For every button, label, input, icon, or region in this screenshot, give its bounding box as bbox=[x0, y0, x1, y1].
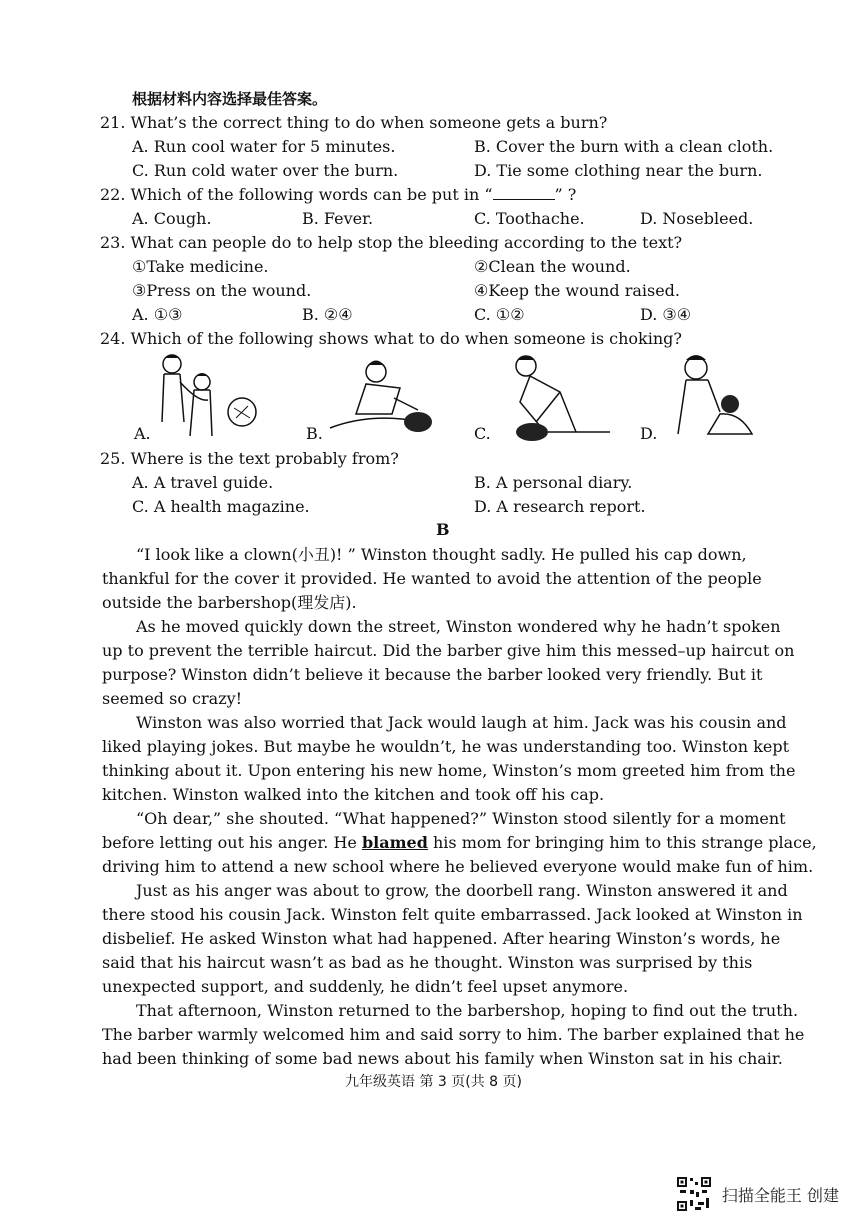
option-23c: C. ①② bbox=[474, 305, 525, 324]
passage-line-with-blamed bbox=[102, 832, 817, 854]
option-24d: D. bbox=[640, 424, 658, 443]
passage-line: unexpected support, and suddenly, he didn’t feel upset anymore. bbox=[102, 977, 629, 996]
question-number: 22. bbox=[100, 185, 126, 204]
option-21a: A. Run cool water for 5 minutes. bbox=[132, 137, 396, 156]
option-24c: C. bbox=[474, 424, 491, 443]
passage-line: The barber warmly welcomed him and said sorry to him. The barber explained that he bbox=[102, 1025, 805, 1044]
option-21b: B. Cover the burn with a clean cloth. bbox=[474, 137, 774, 156]
passage-line: outside the barbershop(理发店). bbox=[102, 593, 357, 612]
underlined-word-blamed: blamed bbox=[361, 833, 428, 852]
question-25 bbox=[100, 448, 399, 470]
passage-line: liked playing jokes. But maybe he wouldn’t, he was understanding too. Winston kept bbox=[102, 737, 790, 756]
option-21c: C. Run cold water over the burn. bbox=[132, 161, 399, 180]
illustration-choking-a bbox=[150, 352, 270, 444]
illustration-choking-c bbox=[500, 352, 620, 444]
option-21d: D. Tie some clothing near the burn. bbox=[474, 161, 763, 180]
question-number: 23. bbox=[100, 233, 126, 252]
passage-line: had been thinking of some bad news about his family when Winston sat in his chair. bbox=[102, 1049, 783, 1068]
option-24b: B. bbox=[306, 424, 323, 443]
passage-line: seemed so crazy! bbox=[102, 689, 243, 708]
option-23b: B. ②④ bbox=[302, 305, 353, 324]
passage-line: “Oh dear,” she shouted. “What happened?” Winston stood silently for a moment bbox=[136, 809, 786, 828]
heimlich-illustration-icon bbox=[150, 352, 270, 444]
question-number: 21. bbox=[100, 113, 126, 132]
option-22c: C. Toothache. bbox=[474, 209, 585, 228]
instruction-heading: 根据材料内容选择最佳答案。 bbox=[132, 90, 328, 108]
passage-line: kitchen. Winston walked into the kitchen and took off his cap. bbox=[102, 785, 605, 804]
option-22b: B. Fever. bbox=[302, 209, 374, 228]
question-number: 25. bbox=[100, 449, 126, 468]
passage-line: said that his haircut wasn’t as bad as he thought. Winston was surprised by this bbox=[102, 953, 753, 972]
question-text-end: ” ? bbox=[554, 185, 577, 204]
passage-line: driving him to attend a new school where he believed everyone would make fun of him. bbox=[102, 857, 814, 876]
passage-line: That afternoon, Winston returned to the barbershop, hoping to find out the truth. bbox=[136, 1001, 799, 1020]
passage-line: there stood his cousin Jack. Winston felt quite embarrassed. Jack looked at Winston in bbox=[102, 905, 803, 924]
illustration-choking-b bbox=[322, 352, 442, 444]
illustration-choking-d bbox=[668, 352, 788, 444]
option-25b: B. A personal diary. bbox=[474, 473, 633, 492]
passage-segment: his mom for bringing him to this strange place, bbox=[427, 833, 817, 852]
passage-line: Winston was also worried that Jack would laugh at him. Jack was his cousin and bbox=[136, 713, 787, 732]
page-footer: 九年级英语 第 3 页(共 8 页) bbox=[345, 1074, 522, 1090]
option-24a: A. bbox=[134, 424, 151, 443]
question-24 bbox=[100, 328, 682, 350]
question-number: 24. bbox=[100, 329, 126, 348]
item-23-1: ①Take medicine. bbox=[132, 257, 269, 276]
question-text: What can people do to help stop the bleeding according to the text? bbox=[130, 233, 683, 252]
option-25d: D. A research report. bbox=[474, 497, 646, 516]
passage-line: disbelief. He asked Winston what had happened. After hearing Winston’s words, he bbox=[102, 929, 781, 948]
passage-line: purpose? Winston didn’t believe it because the barber looked very friendly. But it bbox=[102, 665, 763, 684]
question-text: What’s the correct thing to do when someone gets a burn? bbox=[130, 113, 608, 132]
passage-line: thinking about it. Upon entering his new home, Winston’s mom greeted him from the bbox=[102, 761, 796, 780]
item-23-3: ③Press on the wound. bbox=[132, 281, 312, 300]
passage-line: “I look like a clown(小丑)! ” Winston thought sadly. He pulled his cap down, bbox=[136, 545, 747, 564]
answer-blank bbox=[493, 185, 555, 200]
qr-code-icon bbox=[676, 1176, 712, 1212]
question-text: Which of the following words can be put in “ bbox=[130, 185, 493, 204]
passage-line: Just as his anger was about to grow, the doorbell rang. Winston answered it and bbox=[136, 881, 788, 900]
passage-segment: before letting out his anger. He bbox=[102, 833, 362, 852]
scanner-watermark bbox=[676, 1176, 839, 1212]
option-25c: C. A health magazine. bbox=[132, 497, 310, 516]
option-22d: D. Nosebleed. bbox=[640, 209, 754, 228]
question-23 bbox=[100, 232, 682, 254]
question-21 bbox=[100, 112, 607, 134]
section-label: B bbox=[436, 520, 450, 539]
item-23-2: ②Clean the wound. bbox=[474, 257, 631, 276]
option-23a: A. ①③ bbox=[132, 305, 183, 324]
option-25a: A. A travel guide. bbox=[132, 473, 274, 492]
question-text: Where is the text probably from? bbox=[130, 449, 399, 468]
item-23-4: ④Keep the wound raised. bbox=[474, 281, 680, 300]
option-23d: D. ③④ bbox=[640, 305, 692, 324]
passage-line: thankful for the cover it provided. He wanted to avoid the attention of the people bbox=[102, 569, 762, 588]
option-22a: A. Cough. bbox=[132, 209, 212, 228]
question-22 bbox=[100, 184, 576, 206]
question-text: Which of the following shows what to do when someone is choking? bbox=[130, 329, 682, 348]
passage-line: As he moved quickly down the street, Winston wondered why he hadn’t spoken bbox=[136, 617, 781, 636]
watermark-text: 扫描全能王 创建 bbox=[721, 1185, 839, 1205]
passage-line: up to prevent the terrible haircut. Did the barber give him this messed–up haircut on bbox=[102, 641, 795, 660]
